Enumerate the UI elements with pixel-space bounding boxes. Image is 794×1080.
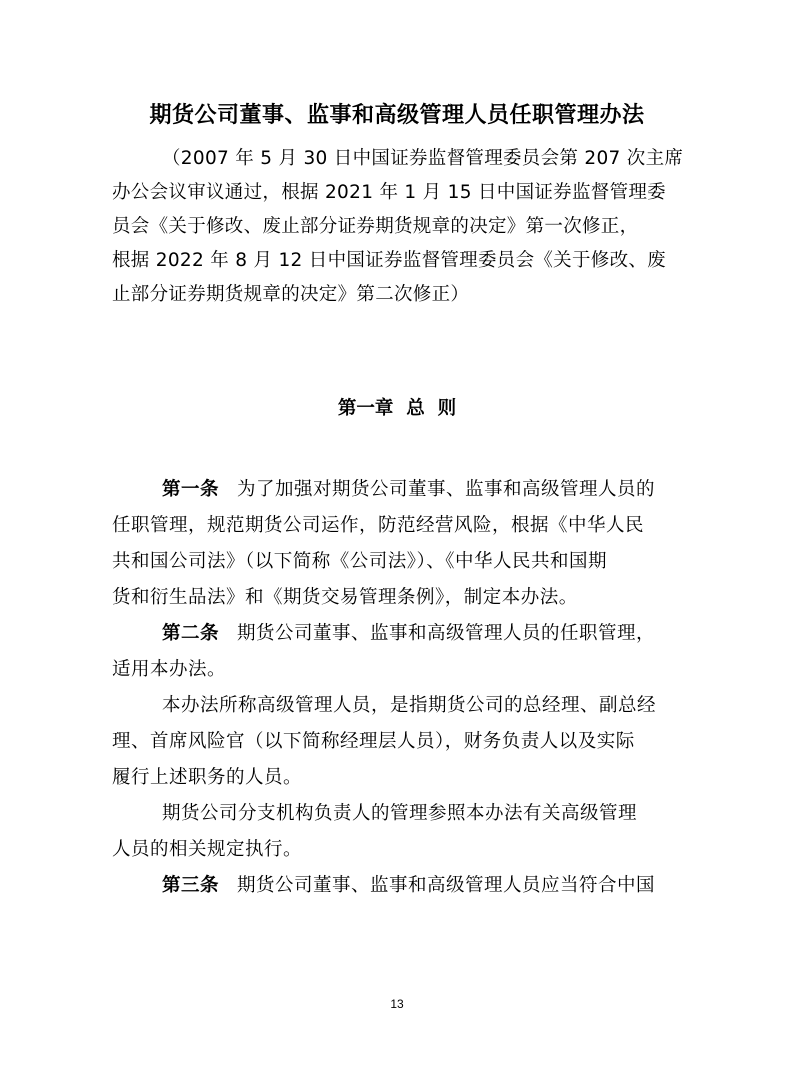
article-line: 任职管理，规范期货公司运作，防范经营风险，根据《中华人民 [112,515,645,536]
article-line [112,868,682,904]
chapter-heading: 第一章 总 则 [337,398,457,419]
paragraph-branch-heads [112,796,682,868]
document-title: 期货公司董事、监事和高级管理人员任职管理办法 [149,103,645,128]
article-line [112,616,682,652]
subtitle-line: 止部分证券期货规章的决定》第二次修正） [112,284,470,305]
article-label: 第一条 [162,479,220,500]
article-line: 共和国公司法》（以下简称《公司法》）、《中华人民共和国期 [112,551,608,572]
document-subtitle [112,142,682,312]
article-label: 第二条 [162,623,220,644]
paragraph-line: 人员的相关规定执行。 [112,839,303,860]
subtitle-line: 员会《关于修改、废止部分证券期货规章的决定》第一次修正， [112,216,639,237]
article-line: 货和衍生品法》和《期货交易管理条例》，制定本办法。 [112,587,578,608]
paragraph-line: 履行上述职务的人员。 [112,767,303,788]
page-number: 13 [390,997,404,1011]
article-text: 为了加强对期货公司董事、监事和高级管理人员的 [237,479,656,500]
paragraph-line: 理、首席风险官（以下简称经理层人员），财务负责人以及实际 [112,731,635,752]
article-text: 期货公司董事、监事和高级管理人员应当符合中国 [237,875,656,896]
subtitle-line: （2007 年 5 月 30 日中国证券监督管理委员会第 207 次主席 [162,148,684,169]
article-line [112,472,682,508]
article-text: 期货公司董事、监事和高级管理人员的任职管理， [237,623,656,644]
article-3 [112,868,682,904]
paragraph-line: 本办法所称高级管理人员，是指期货公司的总经理、副总经 [162,695,657,716]
article-2 [112,616,682,688]
article-label: 第三条 [162,875,220,896]
document-body [112,472,682,904]
article-line: 适用本办法。 [112,659,227,680]
paragraph-line: 期货公司分支机构负责人的管理参照本办法有关高级管理 [162,803,638,824]
subtitle-line: 根据 2022 年 8 月 12 日中国证券监督管理委员会《关于修改、废 [112,250,666,271]
article-1 [112,472,682,616]
paragraph-senior-management [112,688,682,796]
subtitle-line: 办公会议审议通过，根据 2021 年 1 月 15 日中国证券监督管理委 [112,182,666,203]
